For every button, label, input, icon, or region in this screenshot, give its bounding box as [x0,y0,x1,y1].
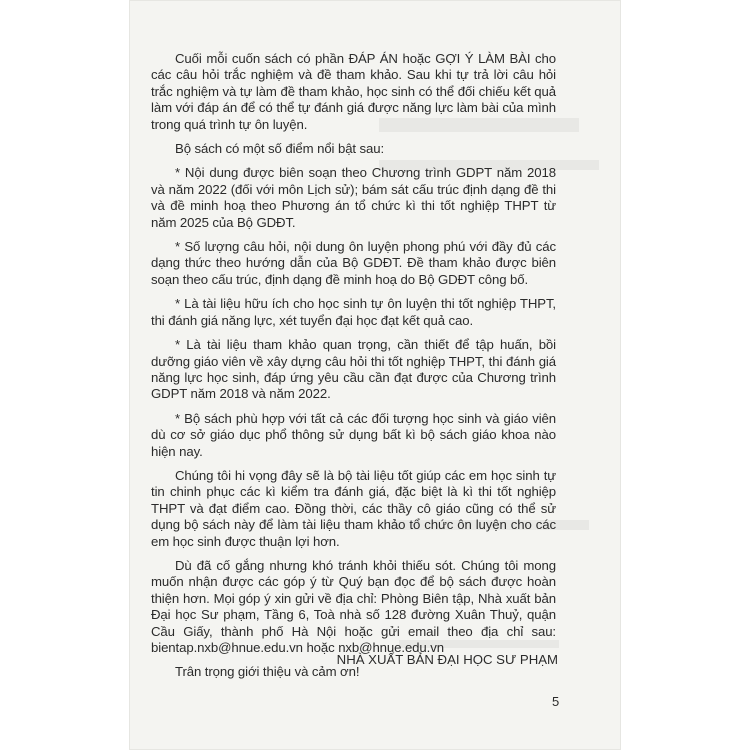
page-body [151,51,556,689]
paragraph-closing: Trân trọng giới thiệu và cảm ơn! [175,664,360,680]
publisher-signature: NHÀ XUẤT BẢN ĐẠI HỌC SƯ PHẠM [336,652,558,667]
paragraph-feedback-contact: Dù đã cố gắng nhưng khó tránh khỏi thiếu sót. Chúng tôi mong muốn nhận được các góp ý từ Quý bạn đọc để bộ sách được hoàn thiện hơn. Mọi góp ý xin gửi về địa chỉ: Phòng Biên tập, Nhà xuất bản Đại học Sư phạm, Tầng 6, Toà nhà số 128 đường Xuân Thuỷ, quận Cầu Giấy, thành phố Hà Nội hoặc gửi email theo địa chỉ sau: bientap.nxb@hnue.edu.vn hoặc nxb@hnue.edu.vn [151,557,556,655]
bullet-suitability: * Bộ sách phù hợp với tất cả các đối tượng học sinh và giáo viên dù cơ sở giáo dục phổ thông sử dụng bất kì bộ sách giáo khoa nào hiện nay. [151,410,556,459]
paragraph-highlights-intro: Bộ sách có một số điểm nổi bật sau: [175,141,385,157]
page-number: 5 [552,694,560,709]
paragraph-hope: Chúng tôi hi vọng đây sẽ là bộ tài liệu tốt giúp các em học sinh tự tin chinh phục các kì kiểm tra đánh giá, đặc biệt là kì thi tốt nghiệp THPT và đạt điểm cao. Đồng thời, các thầy cô giáo cũng có thể sử dụng bộ sách này để làm tài liệu tham khảo tổ chức ôn luyện cho các em học sinh được thuận lợi hơn. [151,467,556,549]
bullet-teacher-reference: * Là tài liệu tham khảo quan trọng, cần thiết để tập huấn, bồi dưỡng giáo viên về xây dựng câu hỏi thi tốt nghiệp THPT, thi đánh giá năng lực học sinh, đáp ứng yêu cầu cần đạt được của Chương trình GDPT năm 2018 và năm 2022. [151,337,556,402]
bullet-self-study: * Là tài liệu hữu ích cho học sinh tự ôn luyện thi tốt nghiệp THPT, thi đánh giá năng lực, xét tuyển đại học đạt kết quả cao. [151,296,556,328]
bullet-question-variety: * Số lượng câu hỏi, nội dung ôn luyện phong phú với đầy đủ các dạng thức theo hướng dẫn của Bộ GDĐT. Đề tham khảo được biên soạn theo cấu trúc, định dạng đề minh hoạ do Bộ GDĐT công bố. [151,239,556,287]
paragraph-answer-section: Cuối mỗi cuốn sách có phần ĐÁP ÁN hoặc GỢI Ý LÀM BÀI cho các câu hỏi trắc nghiệm và đề tham khảo. Sau khi tự trả lời câu hỏi trắc nghiệm và tự làm đề tham khảo, học sinh có thể đối chiếu kết quả làm với đáp án để có thể tự đánh giá được năng lực làm bài của mình trong quá trình tự ôn luyện. [151,51,556,132]
book-page [129,0,621,750]
bullet-content-curriculum: * Nội dung được biên soạn theo Chương trình GDPT năm 2018 và năm 2022 (đối với môn Lịch sử); bám sát cấu trúc định dạng đề thi và đề minh hoạ theo Phương án tổ chức kì thi tốt nghiệp THPT từ năm 2025 của Bộ GDĐT. [151,165,556,230]
